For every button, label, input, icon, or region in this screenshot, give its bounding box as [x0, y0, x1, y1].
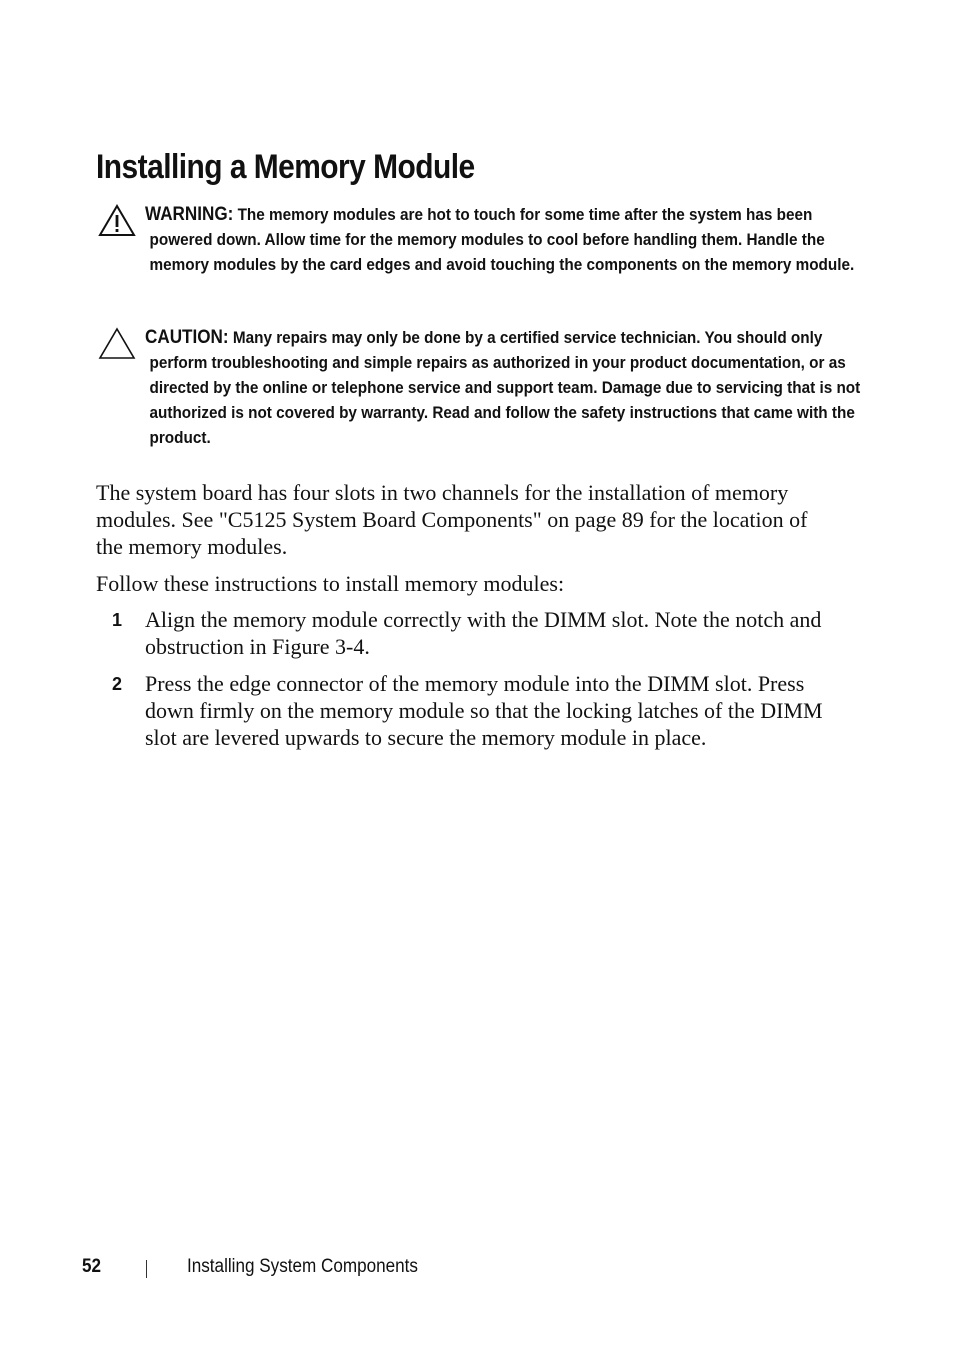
step-text: Press the edge connector of the memory module into the DIMM slot. Press down firmly on the memory module so that the locking latches of the DIMM slot are levered upwards to secure the memory module in place. [145, 671, 823, 750]
list-item [96, 670, 826, 751]
footer-divider [146, 1260, 147, 1278]
caution-notice [96, 325, 861, 450]
step-number: 2 [112, 674, 123, 694]
list-item [96, 606, 826, 660]
warning-text: The memory modules are hot to touch for some time after the system has been powered down. Allow time for the memory modules to cool before handling them. Handle the memory modules by the card edges and avoid touching the components on the memory module. [149, 205, 855, 274]
warning-label: WARNING: [145, 204, 234, 225]
step-number: 1 [112, 610, 123, 630]
intro-paragraph: The system board has four slots in two channels for the installation of memory modules. See "C5125 System Board Components" on page 89 for the location of the memory modules. [96, 480, 808, 559]
warning-text-block [145, 202, 879, 277]
warning-triangle-icon [98, 204, 136, 236]
warning-notice [96, 202, 855, 277]
instructions-lead-in: Follow these instructions to install memory modules: [96, 571, 565, 596]
caution-label: CAUTION: [145, 327, 229, 348]
step-text: Align the memory module correctly with the DIMM slot. Note the notch and obstruction in Figure 3-4. [145, 607, 822, 659]
page-title: Installing a Memory Module [96, 148, 475, 186]
caution-text: Many repairs may only be done by a certified service technician. You should only perform troubleshooting and simple repairs as authorized in your product documentation, or as directed by the online or telephone service and support team. Damage due to servicing that is not authorized is not covered by warranty. Read and follow the safety instructions that came with the product. [149, 328, 861, 447]
footer-section-title: Installing System Components [187, 1256, 418, 1277]
caution-text-block [145, 325, 879, 450]
page-number: 52 [82, 1256, 102, 1277]
caution-triangle-icon [98, 327, 136, 359]
